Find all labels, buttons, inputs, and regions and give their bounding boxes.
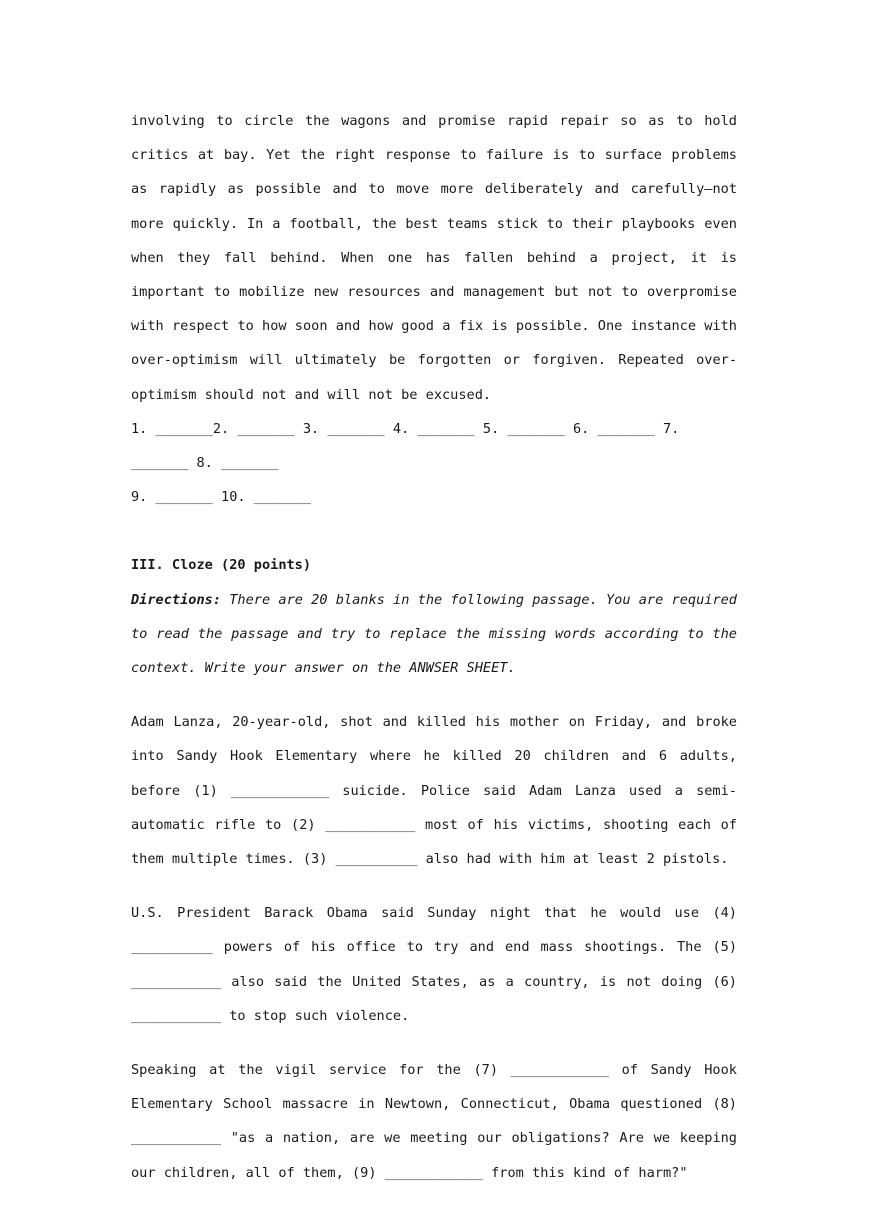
directions <box>131 583 737 686</box>
directions-text: There are 20 blanks in the following passage. You are required to read the passage and try to replace the missing words according to the context. Write your answer on the ANWSER SHEET. <box>131 591 737 677</box>
section-heading: III. Cloze (20 points) <box>131 557 312 574</box>
answer-line: 1. _______2. _______ 3. _______ 4. _______ 5. _______ 6. _______ 7. _______ 8. _______ <box>131 420 680 472</box>
directions-label: Directions: <box>131 591 222 608</box>
cloze-paragraph: Adam Lanza, 20-year-old, shot and killed his mother on Friday, and broke into Sandy Hook Elementary where he killed 20 children and 6 adults, before (1) ____________ suicide. Police said Adam Lanza used a semi-automatic rifle to (2) ___________ most of his victims, shooting each of them multiple times. (3) __________ also had with him at least 2 pistols. <box>131 714 737 868</box>
document-page <box>131 104 737 1190</box>
cloze-paragraph: Speaking at the vigil service for the (7) ____________ of Sandy Hook Elementary School massacre in Newtown, Connecticut, Obama questioned (8) ___________ "as a nation, are we meeting our obligations? Are we keeping our children, all of them, (9) ____________ from this kind of harm?" <box>131 1062 737 1181</box>
passage-paragraph: involving to circle the wagons and promise rapid repair so as to hold critics at bay. Yet the right response to failure is to surface problems as rapidly as possible and to move more deliberately and carefully—not more quickly. In a football, the best teams stick to their playbooks even when they fall behind. When one has fallen behind a project, it is important to mobilize new resources and management but not to overpromise with respect to how soon and how good a fix is possible. One instance with over-optimism will ultimately be forgotten or forgiven. Repeated over-optimism should not and will not be excused. <box>131 113 737 403</box>
answer-line: 9. _______ 10. _______ <box>131 489 312 506</box>
cloze-paragraph: U.S. President Barack Obama said Sunday night that he would use (4) __________ powers of his office to try and end mass shootings. The (5) ___________ also said the United States, as a country, is not doing (6) ___________ to stop such violence. <box>131 905 737 1024</box>
